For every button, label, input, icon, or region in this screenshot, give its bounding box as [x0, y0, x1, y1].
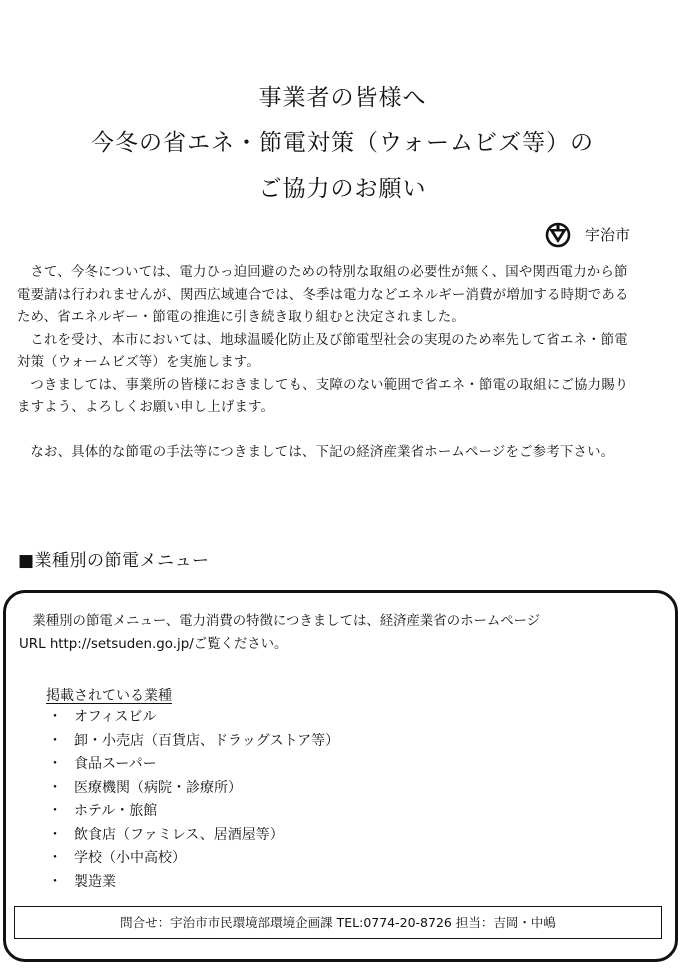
- section-heading: ■業種別の節電メニュー: [18, 551, 210, 571]
- list-item: ・ 食品スーパー: [48, 753, 339, 777]
- industry-list-heading: 掲載されている業種: [46, 688, 172, 704]
- info-box: [3, 590, 678, 962]
- box-intro: [19, 610, 659, 656]
- issuer: [545, 222, 630, 248]
- bullet: ・: [48, 709, 62, 725]
- list-item: ・ 卸・小売店（百貨店、ドラッグストア等）: [48, 730, 339, 754]
- bullet: ・: [48, 779, 62, 796]
- box-intro-line-1: 業種別の節電メニュー、電力消費の特徴につきましては、経済産業省のホームページ: [32, 614, 541, 629]
- industry-list: [48, 706, 339, 894]
- list-item: ・ 飲食店（ファミレス、居酒屋等）: [48, 824, 339, 848]
- uji-city-emblem-icon: [545, 222, 571, 248]
- body-text: [17, 262, 632, 464]
- list-item: ・ 学校（小中高校）: [48, 847, 339, 871]
- bullet: ・: [48, 732, 62, 749]
- list-item: ・ オフィスビル: [48, 706, 339, 730]
- list-item: ・ ホテル・旅館: [48, 800, 339, 824]
- bullet: ・: [48, 803, 62, 819]
- list-item: ・ 医療機関（病院・診療所）: [48, 777, 339, 801]
- body-paragraph-3: つきましては、事業所の皆様におきましても、支障のない範囲で省エネ・節電の取組にご協力賜りますよう、よろしくお願い申し上げます。: [17, 377, 629, 415]
- body-paragraph-4: なお、具体的な節電の手法等につきましては、下記の経済産業省ホームページをご参考下さい。: [30, 444, 615, 460]
- contact-info: 問合せ：宇治市市民環境部環境企画課 TEL:0774-20-8726 担当：吉岡・中嶋: [14, 906, 662, 939]
- issuer-name: 宇治市: [584, 226, 630, 244]
- bullet: ・: [48, 756, 62, 772]
- body-paragraph-2: これを受け、本市においては、地球温暖化防止及び節電型社会の実現のため率先して省エネ・節電対策（ウォームビズ等）を実施します。: [17, 332, 628, 370]
- list-item: ・ 製造業: [48, 871, 339, 895]
- title-line-3: ご協力のお願い: [258, 176, 427, 202]
- bullet: ・: [48, 826, 62, 843]
- title-line-2: 今冬の省エネ・節電対策（ウォームビズ等）の: [90, 130, 595, 156]
- title-line-1: 事業者の皆様へ: [258, 85, 427, 111]
- bullet: ・: [48, 873, 62, 890]
- bullet: ・: [48, 850, 62, 866]
- box-intro-line-2: URL http://setsuden.go.jp/ご覧ください。: [19, 637, 288, 652]
- body-paragraph-1: さて、今冬については、電力ひっ迫回避のための特別な取組の必要性が無く、国や関西電力から節電要請は行われませんが、関西広域連合では、冬季は電力などエネルギー消費が増加する時期であるため、省エネルギー・節電の推進に引き続き取り組むと決定されました。: [17, 265, 629, 325]
